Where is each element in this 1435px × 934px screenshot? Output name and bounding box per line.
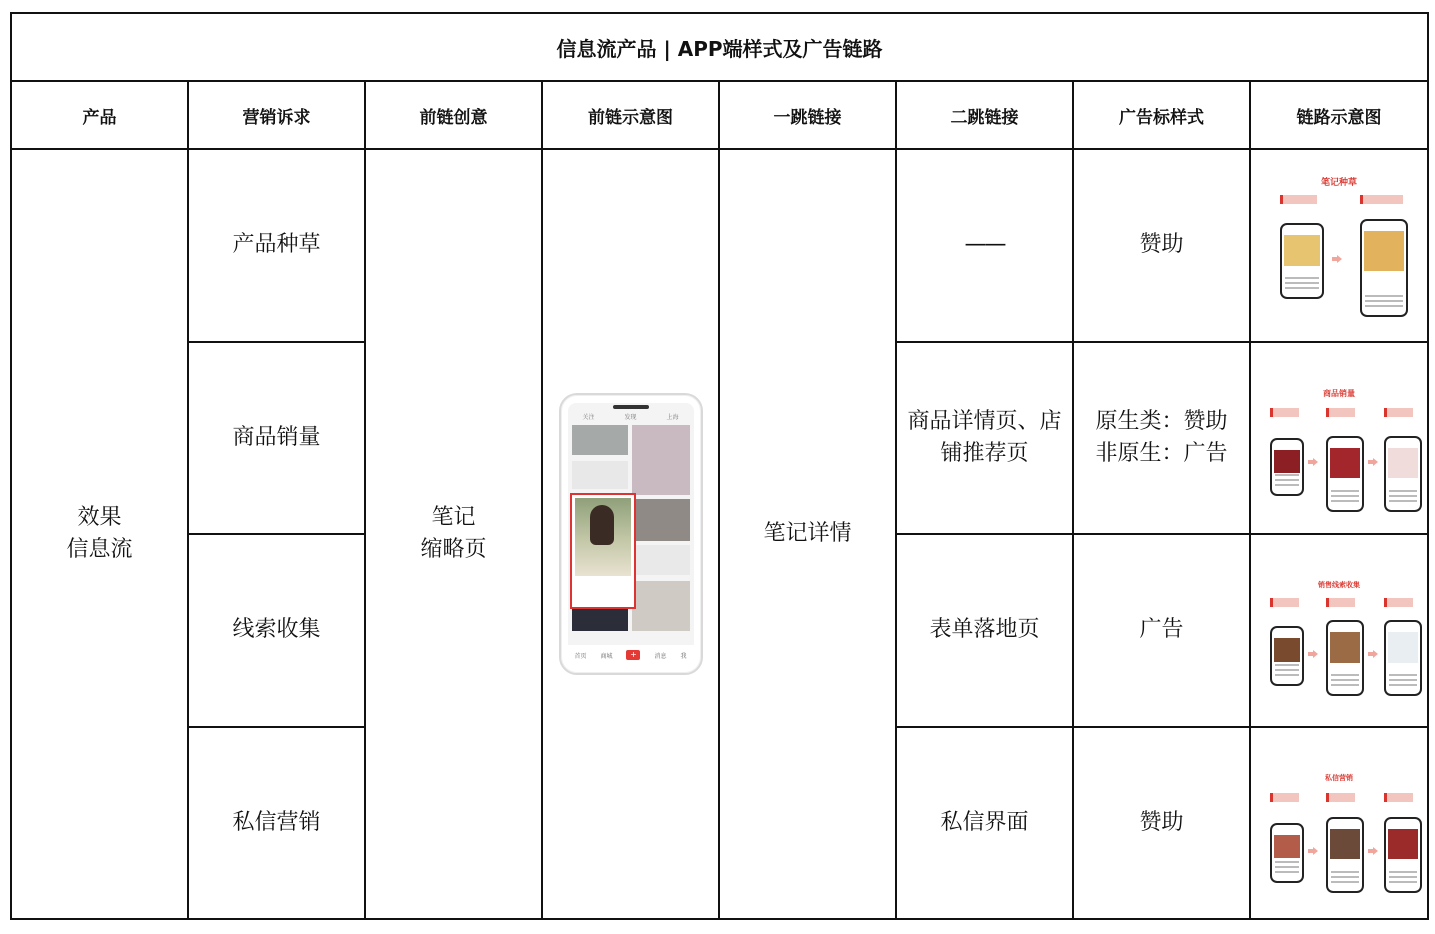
feed-tile	[632, 581, 690, 631]
chain-diagram-cell	[1250, 534, 1428, 726]
bottom-tab: 消息	[654, 652, 667, 660]
phone-tab: 上海	[666, 413, 679, 421]
second-jump-cell: 商品详情页、店 铺推荐页	[896, 342, 1073, 534]
feed-tile	[572, 461, 628, 489]
feed-tile	[572, 425, 628, 455]
header-first-jump: 一跳链接	[719, 81, 896, 149]
appeal-cell: 线索收集	[188, 534, 365, 726]
chain-step-tag	[1360, 195, 1403, 204]
chain-phone-thumb	[1326, 436, 1364, 512]
arrow-right-icon	[1308, 650, 1318, 658]
bottom-tab: 首页	[574, 652, 587, 660]
chain-diagram	[1264, 550, 1414, 710]
front-diagram-cell	[542, 149, 719, 919]
front-creative-cell: 笔记 缩略页	[365, 149, 542, 919]
header-row	[11, 81, 1428, 149]
chain-phone-thumb	[1280, 223, 1324, 299]
arrow-right-icon	[1368, 650, 1378, 658]
note-caption	[576, 579, 630, 595]
arrow-right-icon	[1332, 255, 1342, 263]
header-front-diagram: 前链示意图	[542, 81, 719, 149]
chain-diagram-title: 销售线索收集	[1318, 581, 1361, 590]
phone-tab: 关注	[582, 413, 595, 421]
arrow-right-icon	[1308, 458, 1318, 466]
appeal-cell: 私信营销	[188, 727, 365, 919]
chain-step-tag	[1280, 195, 1317, 204]
header-ad-label: 广告标样式	[1073, 81, 1250, 149]
chain-step-tag	[1270, 598, 1299, 607]
chain-phone-thumb	[1270, 438, 1304, 496]
header-product: 产品	[11, 81, 188, 149]
second-jump-cell: 表单落地页	[896, 534, 1073, 726]
phone-top-tabs	[568, 409, 694, 423]
chain-phone-thumb	[1326, 817, 1364, 893]
chain-phone-thumb	[1360, 219, 1408, 317]
second-jump-cell: 私信界面	[896, 727, 1073, 919]
chain-diagram-cell	[1250, 149, 1428, 341]
header-chain-diagram: 链路示意图	[1250, 81, 1428, 149]
bottom-tab: 商城	[600, 652, 613, 660]
chain-diagram-cell	[1250, 342, 1428, 534]
header-front-creative: 前链创意	[365, 81, 542, 149]
highlighted-note-card	[570, 493, 636, 609]
first-jump-cell: 笔记详情	[719, 149, 896, 919]
phone-bottom-bar	[568, 645, 694, 665]
phone-tab: 发现	[624, 413, 637, 421]
phone-screen	[568, 403, 694, 665]
chain-step-tag	[1384, 598, 1413, 607]
chain-step-tag	[1384, 408, 1413, 417]
header-appeal: 营销诉求	[188, 81, 365, 149]
chain-phone-thumb	[1270, 823, 1304, 883]
note-person	[590, 505, 614, 545]
chain-diagram-title: 私信营销	[1325, 773, 1354, 782]
feed-tile	[632, 545, 690, 575]
header-second-jump: 二跳链接	[896, 81, 1073, 149]
product-cell: 效果 信息流	[11, 149, 188, 919]
appeal-cell: 商品销量	[188, 342, 365, 534]
chain-step-tag	[1270, 408, 1299, 417]
ad-label-cell: 赞助	[1073, 149, 1250, 341]
plus-icon: +	[626, 650, 640, 660]
chain-phone-thumb	[1326, 620, 1364, 696]
appeal-cell: 产品种草	[188, 149, 365, 341]
chain-diagram-cell	[1250, 727, 1428, 919]
chain-diagram-title: 笔记种草	[1321, 178, 1358, 189]
chain-phone-thumb	[1384, 620, 1422, 696]
chain-step-tag	[1326, 598, 1355, 607]
chain-phone-thumb	[1270, 626, 1304, 686]
chain-diagram	[1264, 165, 1414, 325]
feed-tile	[632, 499, 690, 541]
ad-label-cell: 赞助	[1073, 727, 1250, 919]
arrow-right-icon	[1368, 458, 1378, 466]
arrow-right-icon	[1368, 847, 1378, 855]
feed-tile	[632, 425, 690, 495]
second-jump-cell: ——	[896, 149, 1073, 341]
chain-diagram-title: 商品销量	[1323, 388, 1356, 398]
ad-label-cell: 原生类：赞助 非原生：广告	[1073, 342, 1250, 534]
table-title: 信息流产品 | APP端样式及广告链路	[11, 13, 1428, 81]
chain-step-tag	[1326, 793, 1355, 802]
chain-step-tag	[1384, 793, 1413, 802]
chain-diagram	[1264, 743, 1414, 903]
table-row	[11, 149, 1428, 341]
arrow-right-icon	[1308, 847, 1318, 855]
bottom-tab: 我	[680, 652, 687, 660]
ad-chain-table	[10, 12, 1429, 920]
phone-mockup	[559, 393, 703, 675]
chain-step-tag	[1270, 793, 1299, 802]
chain-phone-thumb	[1384, 436, 1422, 512]
chain-diagram	[1264, 358, 1414, 518]
chain-step-tag	[1326, 408, 1355, 417]
ad-label-cell: 广告	[1073, 534, 1250, 726]
chain-phone-thumb	[1384, 817, 1422, 893]
